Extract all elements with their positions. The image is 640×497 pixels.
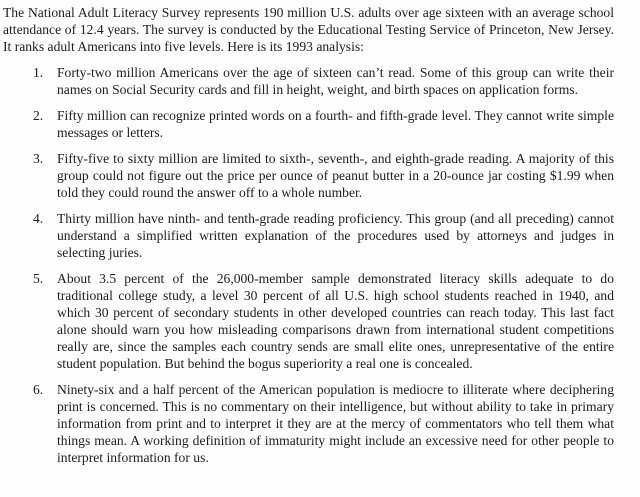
- intro-paragraph: The National Adult Literacy Survey represents 190 million U.S. adults over age sixteen with an average school attendance of 12.4 years. The survey is conducted by the Educational Testing Service of Princeton, New Jersey. It ranks adult Americans into five levels. Here is its 1993 analysis:: [3, 5, 614, 54]
- list-item-number: 4.: [33, 211, 44, 226]
- list-item: [3, 210, 614, 261]
- list-item-text: Forty-two million Americans over the age of sixteen can’t read. Some of this group can write their names on Social Security cards and fill in height, weight, and birth spaces on application forms.: [57, 65, 614, 97]
- list-item-number: 5.: [33, 271, 44, 286]
- list-item-number: 1.: [33, 65, 44, 80]
- list-item-text: Fifty million can recognize printed words on a fourth- and fifth-grade level. They cannot write simple messages or letters.: [57, 108, 614, 140]
- list-item-text: Fifty-five to sixty million are limited to sixth-, seventh-, and eighth-grade reading. A majority of this group could not figure out the price per ounce of peanut butter in a 20-ounce jar costing $1.99 when told they could round the answer off to a whole number.: [57, 151, 614, 200]
- list-item: [3, 64, 614, 98]
- list-item: [3, 150, 614, 201]
- list-item-text: About 3.5 percent of the 26,000-member sample demonstrated literacy skills adequate to do traditional college study, a level 30 percent of all U.S. high school students reached in 1940, and which 30 percent of secondary students in other developed countries can reach today. This last fact alone should warn you how misleading comparisons drawn from international student competitions really are, since the samples each country sends are small elite ones, unrepresentative of the entire student population. But behind the bogus superiority a real one is concealed.: [57, 271, 614, 371]
- list-item: [3, 107, 614, 141]
- list-item: [3, 270, 614, 372]
- list-item-number: 3.: [33, 151, 44, 166]
- list-item-number: 6.: [33, 382, 44, 397]
- list-item-text: Thirty million have ninth- and tenth-grade reading proficiency. This group (and all preceding) cannot understand a simplified written explanation of the procedures used by attorneys and judges in selecting juries.: [57, 211, 614, 260]
- list-item-number: 2.: [33, 108, 44, 123]
- list-item-text: Ninety-six and a half percent of the American population is mediocre to illiterate where deciphering print is concerned. This is no commentary on their intelligence, but without ability to take in primary information from print and to interpret it they are at the mercy of commentators who tell them what things mean. A working definition of immaturity might include an excessive need for other people to interpret information for us.: [57, 382, 614, 465]
- list-item: [3, 381, 614, 466]
